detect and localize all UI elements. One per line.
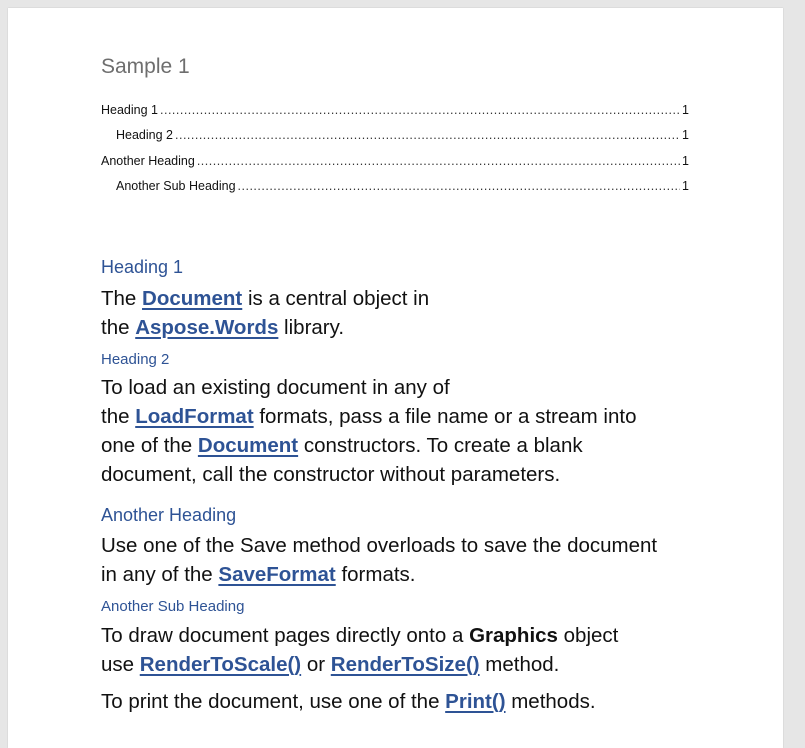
text-run: constructors. To create a blank	[298, 434, 583, 457]
rendertosize-link[interactable]: RenderToSize()	[330, 653, 480, 676]
paragraph	[101, 687, 761, 716]
text-run: Use one of the Save method overloads to save the document	[101, 534, 658, 557]
text-run: formats, pass a file name or a stream into	[253, 405, 637, 428]
text-run: object	[557, 624, 619, 647]
text-run: in any of the	[101, 563, 219, 586]
document-link[interactable]: Document	[197, 434, 299, 457]
aspose-words-link[interactable]: Aspose.Words	[135, 316, 279, 339]
toc-entry-page: 1	[682, 179, 689, 193]
toc-entry[interactable]	[116, 128, 689, 142]
toc-entry[interactable]	[116, 179, 689, 193]
document-page	[8, 8, 783, 748]
text-run: To draw document pages directly onto a	[101, 624, 470, 647]
text-run: formats.	[335, 563, 416, 586]
paragraph	[101, 531, 761, 589]
text-run: To load an existing document in any of	[101, 376, 450, 399]
text-run: To print the document, use one of the	[101, 690, 446, 713]
heading-another: Another Heading	[101, 505, 237, 525]
toc-leader	[175, 128, 680, 142]
toc-leader	[238, 179, 681, 193]
text-run: the	[101, 316, 136, 339]
loadformat-link[interactable]: LoadFormat	[135, 405, 254, 428]
text-run: one of the	[101, 434, 198, 457]
text-run: document, call the constructor without parameters.	[101, 463, 561, 486]
heading-2: Heading 2	[101, 351, 170, 368]
toc-leader	[160, 103, 680, 117]
paragraph	[101, 284, 761, 342]
toc-leader	[197, 154, 680, 168]
document-link[interactable]: Document	[142, 287, 243, 310]
toc-entry[interactable]	[101, 154, 689, 168]
heading-1: Heading 1	[101, 257, 184, 277]
print-link[interactable]: Print()	[445, 690, 506, 713]
text-run: methods.	[505, 690, 596, 713]
toc-entry-page: 1	[682, 154, 689, 168]
rendertoscale-link[interactable]: RenderToScale()	[139, 653, 302, 676]
toc-entry-page: 1	[682, 128, 689, 142]
saveformat-link[interactable]: SaveFormat	[218, 563, 336, 586]
toc-entry[interactable]	[101, 103, 689, 117]
text-run: or	[301, 653, 331, 676]
toc-entry-label: Another Heading	[101, 154, 195, 168]
bold-text: Graphics	[469, 624, 558, 647]
paragraph	[101, 373, 761, 489]
toc-entry-label: Another Sub Heading	[116, 179, 236, 193]
toc-entry-page: 1	[682, 103, 689, 117]
text-run: is a central object in	[242, 287, 430, 310]
text-run: method.	[479, 653, 560, 676]
paragraph	[101, 621, 761, 679]
text-run: use	[101, 653, 140, 676]
text-run: library.	[278, 316, 345, 339]
toc-entry-label: Heading 2	[116, 128, 173, 142]
text-run: The	[101, 287, 143, 310]
toc-entry-label: Heading 1	[101, 103, 158, 117]
heading-another-sub: Another Sub Heading	[101, 598, 245, 615]
document-title: Sample 1	[101, 55, 190, 78]
text-run: the	[101, 405, 136, 428]
